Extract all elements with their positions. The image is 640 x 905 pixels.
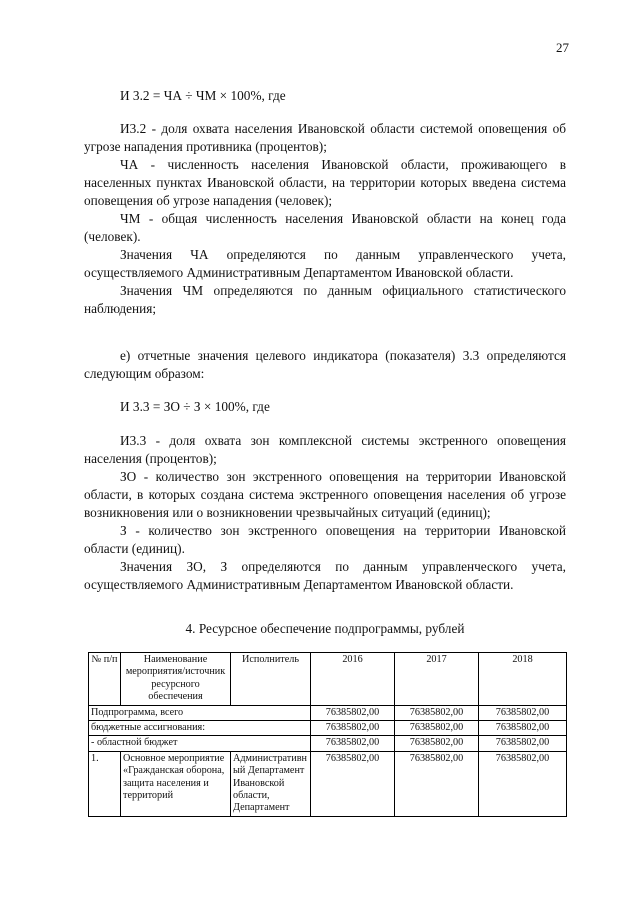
definitions-3-2 (84, 120, 566, 318)
header-num: № п/п (89, 653, 121, 706)
header-2016: 2016 (311, 653, 395, 706)
header-executor: Исполнитель (231, 653, 311, 706)
row-item1-2017: 76385802,00 (395, 751, 479, 816)
row-item1-executor: Административный Департамент Ивановской области, Департамент (231, 751, 311, 816)
formula-3-2: И 3.2 = ЧА ÷ ЧМ × 100%, где (120, 88, 286, 103)
definitions-3-3 (84, 432, 566, 594)
row-item1-2018: 76385802,00 (479, 751, 567, 816)
source-zo-z: Значения ЗО, З определяются по данным управленческого учета, осуществляемого Административным Департаментом Ивановской области. (84, 559, 566, 592)
indicator-3-3-intro (84, 347, 566, 383)
row-total-label: Подпрограмма, всего (89, 705, 311, 720)
row-item1-num: 1. (89, 751, 121, 816)
row-regional-2018: 76385802,00 (479, 736, 567, 751)
table-header-row (89, 653, 567, 706)
table-row (89, 736, 567, 751)
row-total-2017: 76385802,00 (395, 705, 479, 720)
definition-zo: ЗО - количество зон экстренного оповещения на территории Ивановской области, в которых создана система экстренного оповещения населения об угрозе возникновения или о возникновении чрезвычайных ситуаций (единиц); (84, 469, 566, 520)
row-budget-2017: 76385802,00 (395, 721, 479, 736)
source-cha: Значения ЧА определяются по данным управленческого учета, осуществляемого Административным Департаментом Ивановской области. (84, 247, 566, 280)
row-budget-label: бюджетные ассигнования: (89, 721, 311, 736)
header-2018: 2018 (479, 653, 567, 706)
table-row (89, 705, 567, 720)
definition-cha: ЧА - численность населения Ивановской области, проживающего в населенных пунктах Ивановской области, на территории которых введена система оповещения об угрозе нападения (человек); (84, 157, 566, 208)
definition-i33: И3.3 - доля охвата зон комплексной системы экстренного оповещения населения (процентов); (84, 433, 566, 466)
row-total-2016: 76385802,00 (311, 705, 395, 720)
paragraph-e: е) отчетные значения целевого индикатора (показателя) 3.3 определяются следующим образом: (84, 348, 566, 381)
resource-table (88, 652, 567, 817)
definition-i32: И3.2 - доля охвата населения Ивановской области системой оповещения об угрозе нападения противника (процентов); (84, 121, 566, 154)
table-row (89, 751, 567, 816)
definition-z: З - количество зон экстренного оповещения на территории Ивановской области (единиц). (84, 523, 566, 556)
row-regional-label: - областной бюджет (89, 736, 311, 751)
table-row (89, 721, 567, 736)
section-title: 4. Ресурсное обеспечение подпрограммы, рублей (185, 621, 465, 636)
row-regional-2017: 76385802,00 (395, 736, 479, 751)
source-chm: Значения ЧМ определяются по данным официального статистического наблюдения; (84, 283, 566, 316)
row-budget-2016: 76385802,00 (311, 721, 395, 736)
header-name: Наименование мероприятия/источник ресурсного обеспечения (121, 653, 231, 706)
row-regional-2016: 76385802,00 (311, 736, 395, 751)
formula-3-3: И 3.3 = ЗО ÷ З × 100%, где (120, 399, 270, 414)
row-item1-name: Основное мероприятие «Гражданская оборона, защита населения и территорий (121, 751, 231, 816)
header-2017: 2017 (395, 653, 479, 706)
row-total-2018: 76385802,00 (479, 705, 567, 720)
page-number: 27 (556, 40, 569, 55)
row-budget-2018: 76385802,00 (479, 721, 567, 736)
row-item1-2016: 76385802,00 (311, 751, 395, 816)
definition-chm: ЧМ - общая численность населения Ивановской области на конец года (человек). (84, 211, 566, 244)
